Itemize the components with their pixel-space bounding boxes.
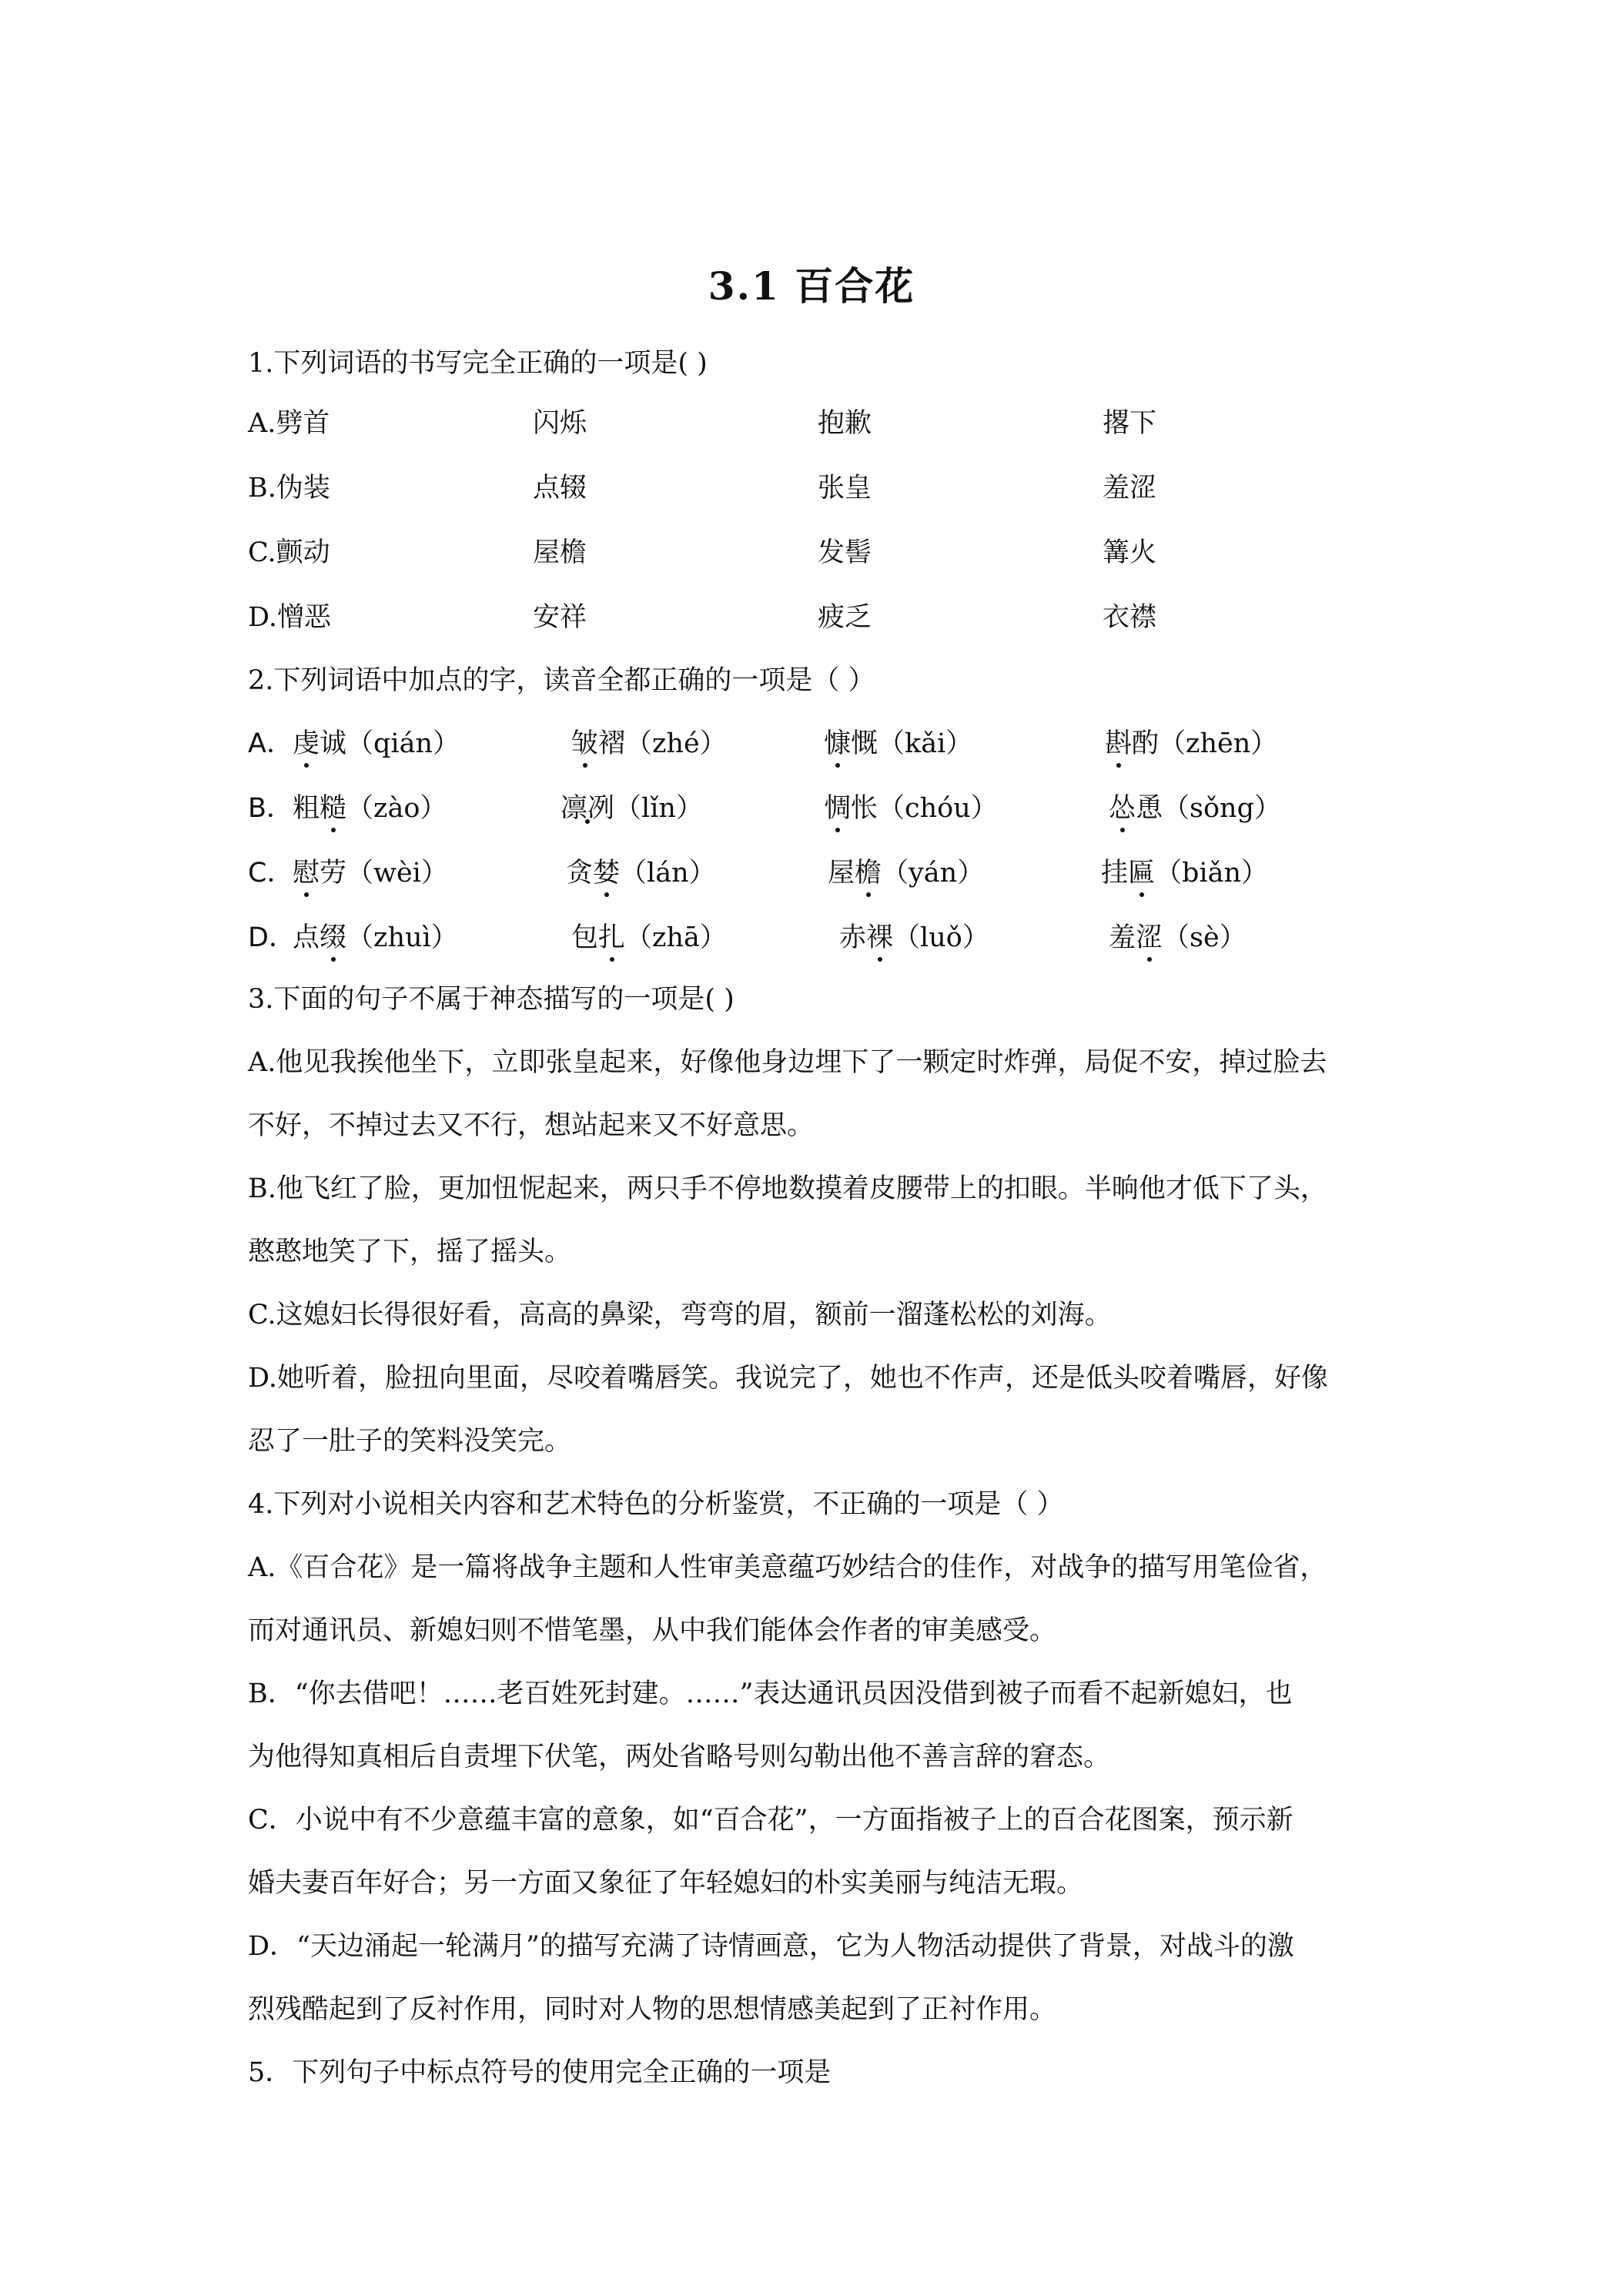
q1-d-word4: 衣襟	[1103, 602, 1157, 633]
plain-char: 酌（zhēn）	[1132, 728, 1278, 759]
q1-b-word1: B.伪装	[248, 473, 330, 504]
q1-b-word3: 张皇	[818, 473, 872, 504]
q2-c-label: C．	[248, 858, 294, 889]
q3-option-a-line1: A.他见我挨他坐下，立即张皇起来，好像他身边埋下了一颗定时炸弹，局促不安，掉过脸去	[248, 1047, 1327, 1078]
plain-char: （zhā）	[625, 922, 727, 953]
dotted-char: 裸	[866, 922, 894, 953]
dotted-char: 婪	[593, 858, 621, 889]
dotted-char: 皱	[571, 728, 599, 759]
plain-char: 凛	[561, 793, 588, 824]
q4-option-d-line2: 烈残酷起到了反衬作用，同时对人物的思想情感美起到了正衬作用。	[248, 1994, 1057, 2025]
q1-a-word3: 抱歉	[818, 408, 872, 439]
q3-option-d-line2: 忍了一肚子的笑料没笑完。	[248, 1426, 572, 1457]
q1-a-word4: 撂下	[1103, 408, 1157, 439]
plain-char: 诚（qián）	[320, 728, 460, 759]
q4-option-a-line2: 而对通讯员、新媳妇则不惜笔墨，从中我们能体会作者的审美感受。	[248, 1615, 1057, 1646]
plain-char: 粗	[293, 793, 320, 824]
dotted-char: 匾	[1128, 858, 1156, 889]
plain-char: （lán）	[620, 858, 716, 889]
q2-c-item3	[828, 856, 984, 890]
dotted-char: 糙	[320, 793, 347, 824]
q4-option-d-line1: D．“天边涌起一轮满月”的描写充满了诗情画意，它为人物活动提供了背景，对战斗的激	[248, 1931, 1294, 1962]
page-title: 3.1 百合花	[708, 263, 915, 309]
plain-char: （biǎn）	[1155, 858, 1269, 889]
q4-option-c-line1: C．小说中有不少意蕴丰富的意象，如“百合花”，一方面指被子上的百合花图案，预示新	[248, 1805, 1293, 1836]
q2-b-label: B．	[248, 793, 294, 824]
plain-char: 贪	[566, 858, 594, 889]
plain-char: 劳（wèi）	[320, 858, 448, 889]
q1-c-word4: 篝火	[1103, 537, 1157, 568]
q2-a-item4	[1105, 727, 1277, 761]
dotted-char: 檐	[855, 858, 882, 889]
q1-a-word1: A.劈首	[248, 408, 330, 439]
plain-char: 慨（kǎi）	[851, 728, 973, 759]
q1-d-word2: 安祥	[533, 602, 587, 633]
plain-char: （yán）	[882, 858, 985, 889]
plain-char: 挂	[1101, 858, 1129, 889]
q4-option-c-line2: 婚夫妻百年好合；另一方面又象征了年轻媳妇的朴实美丽与纯洁无瑕。	[248, 1868, 1084, 1899]
q2-d-item1	[293, 921, 458, 955]
q1-a-word2: 闪烁	[533, 408, 587, 439]
q4-option-b-line2: 为他得知真相后自责埋下伏笔，两处省略号则勾勒出他不善言辞的窘态。	[248, 1742, 1111, 1772]
q2-stem: 2.下列词语中加点的字，读音全都正确的一项是（ ）	[248, 665, 875, 696]
q2-d-item3	[839, 921, 989, 955]
q2-a-item1	[293, 727, 460, 761]
q4-option-b-line1: B．“你去借吧！……老百姓死封建。……”表达通讯员因没借到被子而看不起新媳妇，也	[248, 1678, 1293, 1709]
plain-char: 怅（chóu）	[851, 793, 998, 824]
q2-d-label: D．	[248, 922, 296, 953]
dotted-char: 扎	[598, 922, 626, 953]
plain-char: 冽（lǐn）	[587, 793, 703, 824]
q2-d-item4	[1109, 921, 1247, 955]
plain-char: 恿（sǒng）	[1136, 793, 1281, 824]
q3-option-a-line2: 不好，不掉过去又不行，想站起来又不好意思。	[248, 1110, 815, 1141]
q2-b-item4	[1109, 792, 1281, 825]
dotted-char: 虔	[293, 728, 320, 759]
q1-d-word3: 疲乏	[818, 602, 872, 633]
q1-b-word4: 羞涩	[1103, 473, 1157, 504]
plain-char: 赤	[839, 922, 867, 953]
dotted-char: 涩	[1136, 922, 1163, 953]
dotted-char: 怂	[1109, 793, 1136, 824]
q1-c-word1: C.颤动	[248, 537, 330, 568]
dotted-char: 缀	[320, 922, 347, 953]
q2-a-item2	[571, 727, 727, 761]
plain-char: 羞	[1109, 922, 1136, 953]
q1-b-word2: 点辍	[533, 473, 587, 504]
q4-option-a-line1: A.《百合花》是一篇将战争主题和人性审美意蕴巧妙结合的佳作，对战争的描写用笔俭省，	[248, 1552, 1327, 1583]
plain-char: 褶（zhé）	[598, 728, 727, 759]
q3-option-d-line1: D.她听着，脸扭向里面，尽咬着嘴唇笑。我说完了，她也不作声，还是低头咬着嘴唇，好像	[248, 1363, 1328, 1394]
dotted-char: 斟	[1105, 728, 1133, 759]
q4-stem: 4.下列对小说相关内容和艺术特色的分析鉴赏，不正确的一项是（ ）	[248, 1489, 1064, 1520]
plain-char: （zhuì）	[346, 922, 458, 953]
q5-stem: 5．下列句子中标点符号的使用完全正确的一项是	[248, 2057, 832, 2088]
plain-char: 屋	[828, 858, 855, 889]
q2-d-item2	[571, 921, 727, 955]
plain-char: （sè）	[1163, 922, 1247, 953]
q2-b-item1	[293, 792, 447, 825]
q2-b-item3	[824, 792, 998, 825]
q1-c-word3: 发髻	[818, 537, 872, 568]
q2-c-item2	[566, 856, 716, 890]
dotted-char: 慰	[293, 858, 320, 889]
q2-c-item1	[293, 856, 448, 890]
q2-a-item3	[824, 727, 972, 761]
plain-char: （luǒ）	[893, 922, 989, 953]
q1-stem: 1.下列词语的书写完全正确的一项是( )	[248, 348, 708, 379]
q1-c-word2: 屋檐	[533, 537, 587, 568]
q1-d-word1: D.憎恶	[248, 602, 331, 633]
plain-char: （zào）	[346, 793, 447, 824]
dotted-char: 惆	[824, 793, 852, 824]
q2-a-label: A．	[248, 728, 293, 759]
plain-char: 点	[293, 922, 320, 953]
dotted-char: 慷	[824, 728, 852, 759]
q3-option-b-line1: B.他飞红了脸，更加忸怩起来，两只手不停地数摸着皮腰带上的扣眼。半晌他才低下了头，	[248, 1173, 1327, 1204]
q3-option-c-line1: C.这媳妇长得很好看，高高的鼻梁，弯弯的眉，额前一溜蓬松松的刘海。	[248, 1300, 1112, 1330]
q2-b-item2	[561, 792, 703, 825]
plain-char: 包	[571, 922, 599, 953]
q3-stem: 3.下面的句子不属于神态描写的一项是( )	[248, 984, 735, 1015]
q3-option-b-line2: 憨憨地笑了下，摇了摇头。	[248, 1237, 572, 1267]
q2-c-item4	[1101, 856, 1268, 890]
